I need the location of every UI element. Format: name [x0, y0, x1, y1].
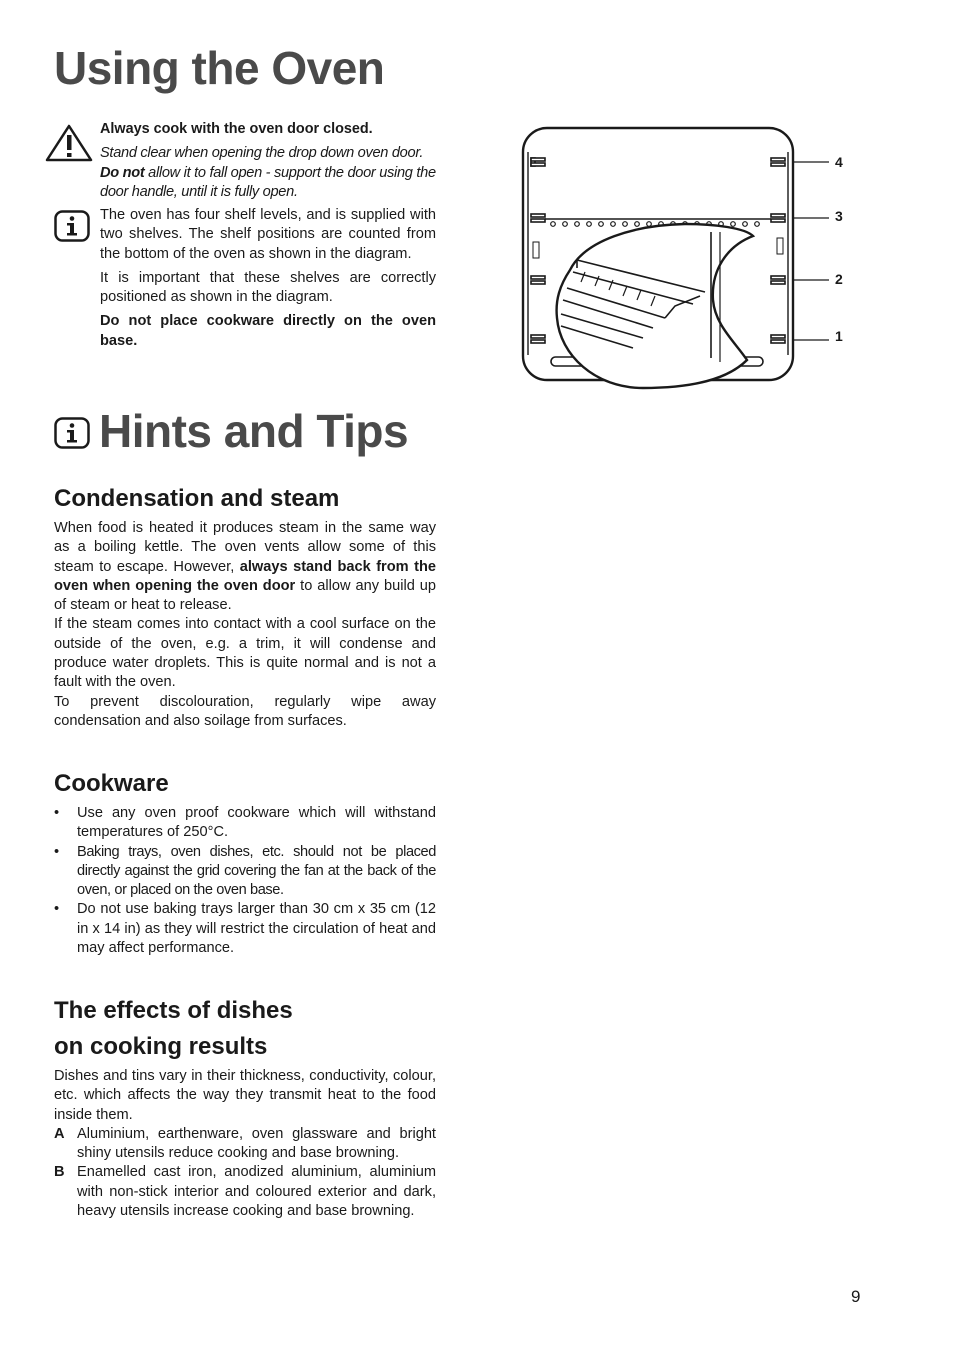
bullet: •	[54, 843, 59, 860]
bullet: •	[54, 805, 60, 821]
condensation-para-1-a: When food is heated it produces steam in the same way as a boiling kettle. The oven vents allow some of this steam to escape. However,	[54, 520, 436, 575]
warning-line-1: Always cook with the oven door closed.	[100, 121, 373, 137]
page-title: Using the Oven	[54, 42, 385, 94]
cookware-heading: Cookware	[54, 770, 169, 797]
list-item-label: A	[54, 1125, 65, 1142]
hints-title: Hints and Tips	[99, 405, 409, 457]
info-block	[100, 206, 436, 351]
effects-list	[54, 1125, 436, 1221]
condensation-para-1	[54, 519, 436, 615]
list-item-text: Baking trays, oven dishes, etc. should not be placed directly against the grid covering the fan at the back of the oven, or placed on the oven base.	[77, 843, 436, 899]
list-item-text: Do not use baking trays larger than 30 cm x 35 cm (12 in x 14 in) as they will restrict the circulation of heat and may affect performance.	[77, 901, 436, 957]
warning-line-2	[100, 144, 436, 202]
info-icon	[54, 210, 90, 242]
warning-line-2-text: Stand clear when opening the drop down oven door.	[100, 145, 424, 162]
effects-heading-line-1: The effects of dishes	[54, 997, 293, 1024]
warning-block	[100, 120, 436, 202]
condensation-heading: Condensation and steam	[54, 485, 340, 512]
bullet: •	[54, 901, 60, 918]
shelf-label-3: 3	[835, 208, 843, 224]
warning-line-3-text: allow it to fall open - support the door using the door handle, until it is fully open.	[100, 164, 436, 200]
list-item-text: Use any oven proof cookware which will withstand temperatures of 250°C.	[77, 805, 436, 841]
list-item	[54, 900, 436, 958]
effects-body	[54, 1067, 436, 1221]
effects-heading-line-2: on cooking results	[54, 1033, 268, 1060]
condensation-para-1-bold: always stand back from the oven when opening the oven door	[54, 558, 436, 594]
page-number: 9	[851, 1287, 861, 1306]
info-para-3: Do not place cookware directly on the oven base.	[100, 313, 436, 349]
condensation-para-3: To prevent discolouration, regularly wipe away condensation and also soilage from surfaces.	[54, 693, 436, 729]
shelf-label-2: 2	[835, 271, 843, 287]
list-item	[54, 1163, 436, 1221]
warning-do-not: Do not	[100, 164, 145, 181]
condensation-para-1-b: to allow any build up of steam or heat to release.	[54, 577, 437, 614]
list-item-label: B	[54, 1164, 65, 1181]
list-item-text: Enamelled cast iron, anodized aluminium, aluminium with non-stick interior and coloured exterior and dark, heavy utensils increase cooking and base browning.	[77, 1164, 436, 1220]
info-para-1: The oven has four shelf levels, and is supplied with two shelves. The shelf positions are counted from the bottom of the oven as shown in the diagram.	[100, 207, 436, 262]
list-item	[54, 804, 436, 843]
warning-triangle-icon	[45, 124, 93, 162]
list-item	[54, 843, 436, 901]
cookware-list-wrap	[54, 804, 436, 958]
list-item-text: Aluminium, earthenware, oven glassware and bright shiny utensils reduce cooking and base browning.	[77, 1125, 436, 1162]
list-item	[54, 1125, 436, 1164]
cookware-list	[54, 804, 436, 958]
effects-intro: Dishes and tins vary in their thickness, conductivity, colour, etc. which affects the way they transmit heat to the food inside them.	[54, 1068, 436, 1123]
condensation-para-2: If the steam comes into contact with a cool surface on the outside of the oven, e.g. a trim, it will condense and produce water droplets. This is quite normal and is not a fault with the oven.	[54, 616, 436, 691]
shelf-label-4: 4	[835, 154, 843, 170]
info-icon	[54, 417, 90, 449]
condensation-body	[54, 519, 436, 731]
info-para-2: It is important that these shelves are correctly positioned as shown in the diagram.	[100, 269, 436, 306]
oven-shelf-diagram	[515, 120, 855, 395]
shelf-label-1: 1	[835, 328, 843, 344]
